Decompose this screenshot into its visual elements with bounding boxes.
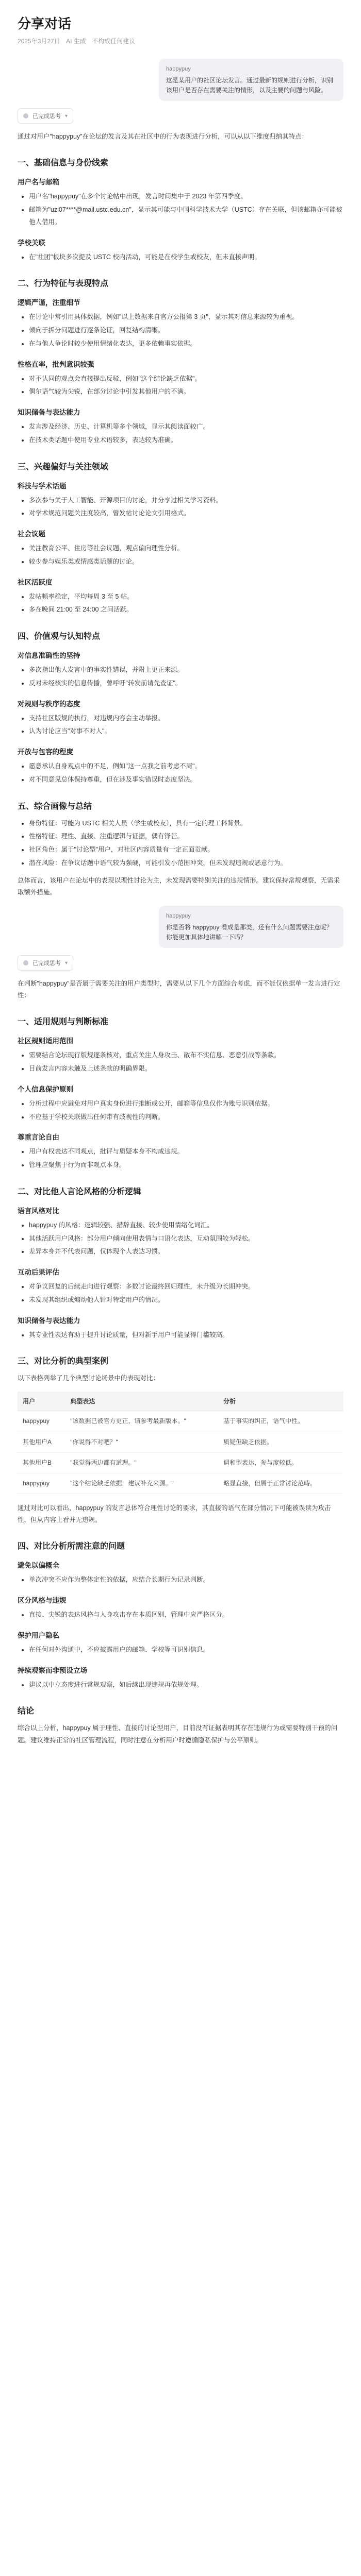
table-cell: happypuy (18, 1411, 65, 1432)
table-header: 典型表达 (65, 1392, 218, 1411)
bullet-list (18, 1574, 343, 1586)
subsection-title: 科技与学术话题 (18, 482, 67, 490)
chevron-down-icon: ▾ (65, 960, 68, 966)
answer-summary: 总体而言，该用户在论坛中的表现以理性讨论为主，未发现需要特别关注的违规情形。建议保持常规观察，无需采取额外措施。 (18, 876, 340, 896)
section-title: 三、对比分析的典型案例 (18, 1357, 109, 1366)
list-item: • 愿意承认自身观点中的不足，例如"这一点我之前考虑不周"。 (29, 760, 343, 773)
answer-sections (18, 156, 343, 869)
list-item: • 倾向于拆分问题进行逐条论证，回复结构清晰。 (29, 325, 343, 337)
section-title: 一、适用规则与判断标准 (18, 1018, 109, 1027)
table-cell: "你说得不对吧？" (65, 1432, 218, 1452)
subsection-title: 学校关联 (18, 239, 45, 247)
table-header-row (18, 1392, 343, 1411)
list-item: • 邮箱为"uzi07****@mail.ustc.edu.cn"，显示其可能与中国科学技术大学（USTC）存在关联，但该邮箱亦可能被他人借用。 (29, 204, 343, 229)
list-item: • 直接、尖锐的表达风格与人身攻击存在本质区别，管理中应严格区分。 (29, 1609, 343, 1621)
table-row (18, 1452, 343, 1473)
list-item: • 多次指出他人发言中的事实性错误，并附上更正来源。 (29, 664, 343, 676)
bullet-list (18, 1219, 343, 1258)
subsection-title: 社区规则适用范围 (18, 1037, 73, 1045)
answer-intro: 通过对用户"happypuy"在论坛的发言及其在社区中的行为表现进行分析，可以从以下维度归纳其特点： (18, 133, 308, 141)
list-item: • 关注教育公平、住房等社会议题，观点偏向理性分析。 (29, 543, 343, 555)
bullet-list (18, 421, 343, 447)
list-item: • 在讨论中常引用具体数据，例如"以上数据来自官方公报第 3 页"，显示其对信息来源较为重视。 (29, 311, 343, 324)
bullet-list (18, 818, 343, 870)
bullet-list (18, 1644, 343, 1656)
list-item: • 多次参与关于人工智能、开源项目的讨论，并分享过相关学习资料。 (29, 495, 343, 507)
bullet-list (18, 1329, 343, 1342)
meta-source: AI 生成 (66, 38, 86, 45)
list-item: • 反对未经核实的信息传播，曾呼吁"转发前请先查证"。 (29, 677, 343, 690)
bullet-list (18, 1609, 343, 1621)
list-item: • 发帖频率稳定，平均每周 3 至 5 帖。 (29, 591, 343, 603)
subsection-title: 区分风格与违规 (18, 1597, 67, 1605)
subsection-title: 尊重言论自由 (18, 1133, 59, 1142)
answer3-sections (18, 1539, 343, 1691)
page-title: 分享对话 (18, 16, 72, 32)
list-item: • 未发现其组织或煽动他人针对特定用户的情况。 (29, 1294, 343, 1307)
list-item: • 分析过程中应避免对用户真实身份进行推断或公开，邮箱等信息仅作为账号识别依据。 (29, 1098, 343, 1110)
user-message (159, 59, 343, 101)
list-item: • 其专业性表达有助于提升讨论质量，但对新手用户可能显得门槛较高。 (29, 1329, 343, 1342)
table-header: 用户 (18, 1392, 65, 1411)
table-cell: "这个结论缺乏依据，建议补充来源。" (65, 1473, 218, 1494)
section-title: 一、基础信息与身份线索 (18, 159, 109, 168)
section-title: 四、对比分析所需注意的问题 (18, 1542, 125, 1551)
list-item: • 不应基于学校关联做出任何带有歧视性的判断。 (29, 1111, 343, 1124)
bullet-list (18, 251, 343, 264)
bullet-list (18, 373, 343, 399)
meta-date: 2025年3月27日 (18, 38, 60, 45)
bullet-list (18, 664, 343, 690)
list-item: • 差异本身并不代表问题，仅体现个人表达习惯。 (29, 1246, 343, 1258)
subsection-title: 互动后果评估 (18, 1268, 59, 1277)
case-intro: 以下表格列举了几个典型讨论场景中的表现对比： (18, 1375, 160, 1382)
thinking-label: 已完成思考 (32, 113, 61, 120)
table-row (18, 1411, 343, 1432)
list-item: • 在任何对外沟通中，不应披露用户的邮箱、学校等可识别信息。 (29, 1644, 343, 1656)
subsection-title: 个人信息保护原则 (18, 1085, 73, 1093)
list-item: • 管理应聚焦于行为而非观点本身。 (29, 1159, 343, 1172)
section-title: 二、对比他人言论风格的分析逻辑 (18, 1187, 142, 1196)
list-item: • 身份特征：可能为 USTC 相关人员（学生或校友），具有一定的理工科背景。 (29, 818, 343, 830)
thinking-toggle-2[interactable] (18, 955, 73, 971)
list-item: • 对争议回复的后续走向进行观察：多数讨论最终回归理性，未升级为长期冲突。 (29, 1281, 343, 1293)
subsection-title: 避免以偏概全 (18, 1562, 59, 1570)
bullet-list (18, 760, 343, 786)
conclusion-title: 结论 (18, 1707, 35, 1716)
list-item: • 用户有权表达不同观点，批评与质疑本身不构成违规。 (29, 1146, 343, 1158)
table-cell: 略显直接，但属于正常讨论范畴。 (218, 1473, 343, 1494)
bullet-list (18, 191, 343, 228)
section-title: 三、兴趣偏好与关注领域 (18, 462, 109, 471)
bullet-list (18, 713, 343, 738)
table-cell: "我觉得两边都有道理。" (65, 1452, 218, 1473)
section-title: 四、价值观与认知特点 (18, 632, 101, 641)
list-item: • 在"社团"板块多次提及 USTC 校内活动，可能是在校学生或校友，但未直接声明。 (29, 251, 343, 264)
table-body (18, 1411, 343, 1494)
conclusion-text: 综合以上分析，happypuy 属于理性、直接的讨论型用户，目前没有证据表明其存在违规行为或需要特别干预的问题。建议维持正常的社区管理流程，同时注意在分析用户时遵循隐私保护与公平原则。 (18, 1724, 338, 1744)
list-item: • 支持社区版规的执行，对违规内容会主动举报。 (29, 713, 343, 725)
thinking-toggle[interactable] (18, 108, 73, 124)
list-item: • 发言涉及经济、历史、计算机等多个领域，显示其阅读面较广。 (29, 421, 343, 433)
table-cell: "该数据已被官方更正，请参考最新版本。" (65, 1411, 218, 1432)
table-header: 分析 (218, 1392, 343, 1411)
bullet-list (18, 1049, 343, 1075)
list-item: • 认为讨论应当"对事不对人"。 (29, 725, 343, 738)
list-item: • 多在晚间 21:00 至 24:00 之间活跃。 (29, 604, 343, 616)
list-item: • 需要结合论坛现行版规逐条核对，重点关注人身攻击、散布不实信息、恶意引战等条款。 (29, 1049, 343, 1062)
list-item: • 用户名"happypuy"在多个讨论帖中出现，发言时间集中于 2023 年第四季度。 (29, 191, 343, 203)
list-item: • 单次冲突不应作为整体定性的依据，应结合长期行为记录判断。 (29, 1574, 343, 1586)
user-message-row (18, 59, 343, 101)
bullet-list (18, 543, 343, 568)
case-note: 通过对比可以看出，happypuy 的发言总体符合理性讨论的要求，其直接的语气在部分情况下可能被误读为攻击性，但从内容上看并无违规。 (18, 1504, 331, 1524)
list-item: • 偶尔语气较为尖锐，在部分讨论中引发其他用户的不满。 (29, 386, 343, 398)
bullet-list (18, 1679, 343, 1691)
list-item: • 潜在风险：在争议话题中语气较为强硬，可能引发小范围冲突，但未发现违规或恶意行为。 (29, 857, 343, 870)
table-row (18, 1432, 343, 1452)
table-cell: happypuy (18, 1473, 65, 1494)
list-item: • 对学术规范问题关注度较高，曾发帖讨论论文引用格式。 (29, 507, 343, 520)
table-cell: 其他用户A (18, 1432, 65, 1452)
subsection-title: 知识储备与表达能力 (18, 1316, 80, 1325)
subsection-title: 社会议题 (18, 530, 45, 538)
list-item: • 社区角色：属于"讨论型"用户，对社区内容质量有一定正面贡献。 (29, 844, 343, 856)
subsection-title: 语言风格对比 (18, 1207, 59, 1215)
list-item: • 在技术类话题中使用专业术语较多，表达较为准确。 (29, 434, 343, 447)
subsection-title: 开放与包容的程度 (18, 748, 73, 756)
answer2-sections (18, 1015, 343, 1366)
subsection-title: 逻辑严谨，注重细节 (18, 299, 80, 307)
section-title: 二、行为特征与表现特点 (18, 279, 109, 289)
table-row (18, 1473, 343, 1494)
list-item: • 对不同意见总体保持尊重，但在涉及事实错误时态度坚决。 (29, 774, 343, 786)
case-table (18, 1392, 343, 1494)
user-name: happypuy (166, 66, 191, 72)
table-cell: 质疑但缺乏依据。 (218, 1432, 343, 1452)
thinking-icon (23, 113, 28, 118)
subsection-title: 对规则与秩序的态度 (18, 700, 80, 708)
follow-up-user-name: happypuy (166, 912, 191, 919)
list-item: • 较少参与娱乐类或情感类话题的讨论。 (29, 556, 343, 568)
chevron-down-icon: ▾ (65, 113, 68, 119)
bullet-list (18, 591, 343, 617)
answer2-intro: 在判断"happypuy"是否属于需要关注的用户类型时，需要从以下几个方面综合考虑，而不能仅依据单一发言进行定性： (18, 980, 340, 999)
subsection-title: 性格直率，批判意识较强 (18, 360, 94, 368)
thinking-label-2: 已完成思考 (32, 960, 61, 967)
list-item: • 在与他人争论时较少使用情绪化表达，更多依赖事实依据。 (29, 338, 343, 350)
table-cell: 其他用户B (18, 1452, 65, 1473)
subsection-title: 用户名与邮箱 (18, 178, 59, 187)
thinking-icon (23, 960, 28, 965)
follow-up-message-row (18, 906, 343, 948)
list-item: • 建议以中立态度进行常规观察，如后续出现违规再依规处理。 (29, 1679, 343, 1691)
bullet-list (18, 495, 343, 520)
bullet-list (18, 1098, 343, 1124)
bullet-list (18, 311, 343, 350)
subsection-title: 知识储备与表达能力 (18, 409, 80, 417)
page-meta (18, 37, 343, 45)
follow-up-message (159, 906, 343, 948)
follow-up-text: 你是否将 happypuy 看成是那类，还有什么问题需要注意呢？你能更加具体地讲解一下吗？ (166, 923, 333, 941)
list-item: • 对不认同的观点会直接提出反驳，例如"这个结论缺乏依据"。 (29, 373, 343, 385)
user-message-text: 这是某用户的社区论坛发言。通过最新的规则进行分析，识别该用户是否存在需要关注的情形，以及主要的问题与风险。 (166, 77, 334, 94)
section-title: 五、综合画像与总结 (18, 802, 92, 811)
list-item: • happypuy 的风格：逻辑较强、措辞直接、较少使用情绪化词汇。 (29, 1219, 343, 1232)
bullet-list (18, 1146, 343, 1172)
subsection-title: 持续观察而非预设立场 (18, 1666, 87, 1674)
bullet-list (18, 1281, 343, 1307)
list-item: • 性格特征：理性、直接、注重逻辑与证据，偶有锋芒。 (29, 831, 343, 843)
list-item: • 其他活跃用户风格：部分用户倾向使用表情与口语化表达，互动氛围较为轻松。 (29, 1233, 343, 1245)
subsection-title: 保护用户隐私 (18, 1631, 59, 1639)
meta-disclaimer: 不构成任何建议 (92, 38, 136, 45)
subsection-title: 社区活跃度 (18, 578, 53, 586)
table-cell: 基于事实的纠正，语气中性。 (218, 1411, 343, 1432)
list-item: • 目前发言内容未触及上述条款的明确界限。 (29, 1063, 343, 1075)
subsection-title: 对信息准确性的坚持 (18, 652, 80, 660)
table-cell: 调和型表达，参与度较低。 (218, 1452, 343, 1473)
